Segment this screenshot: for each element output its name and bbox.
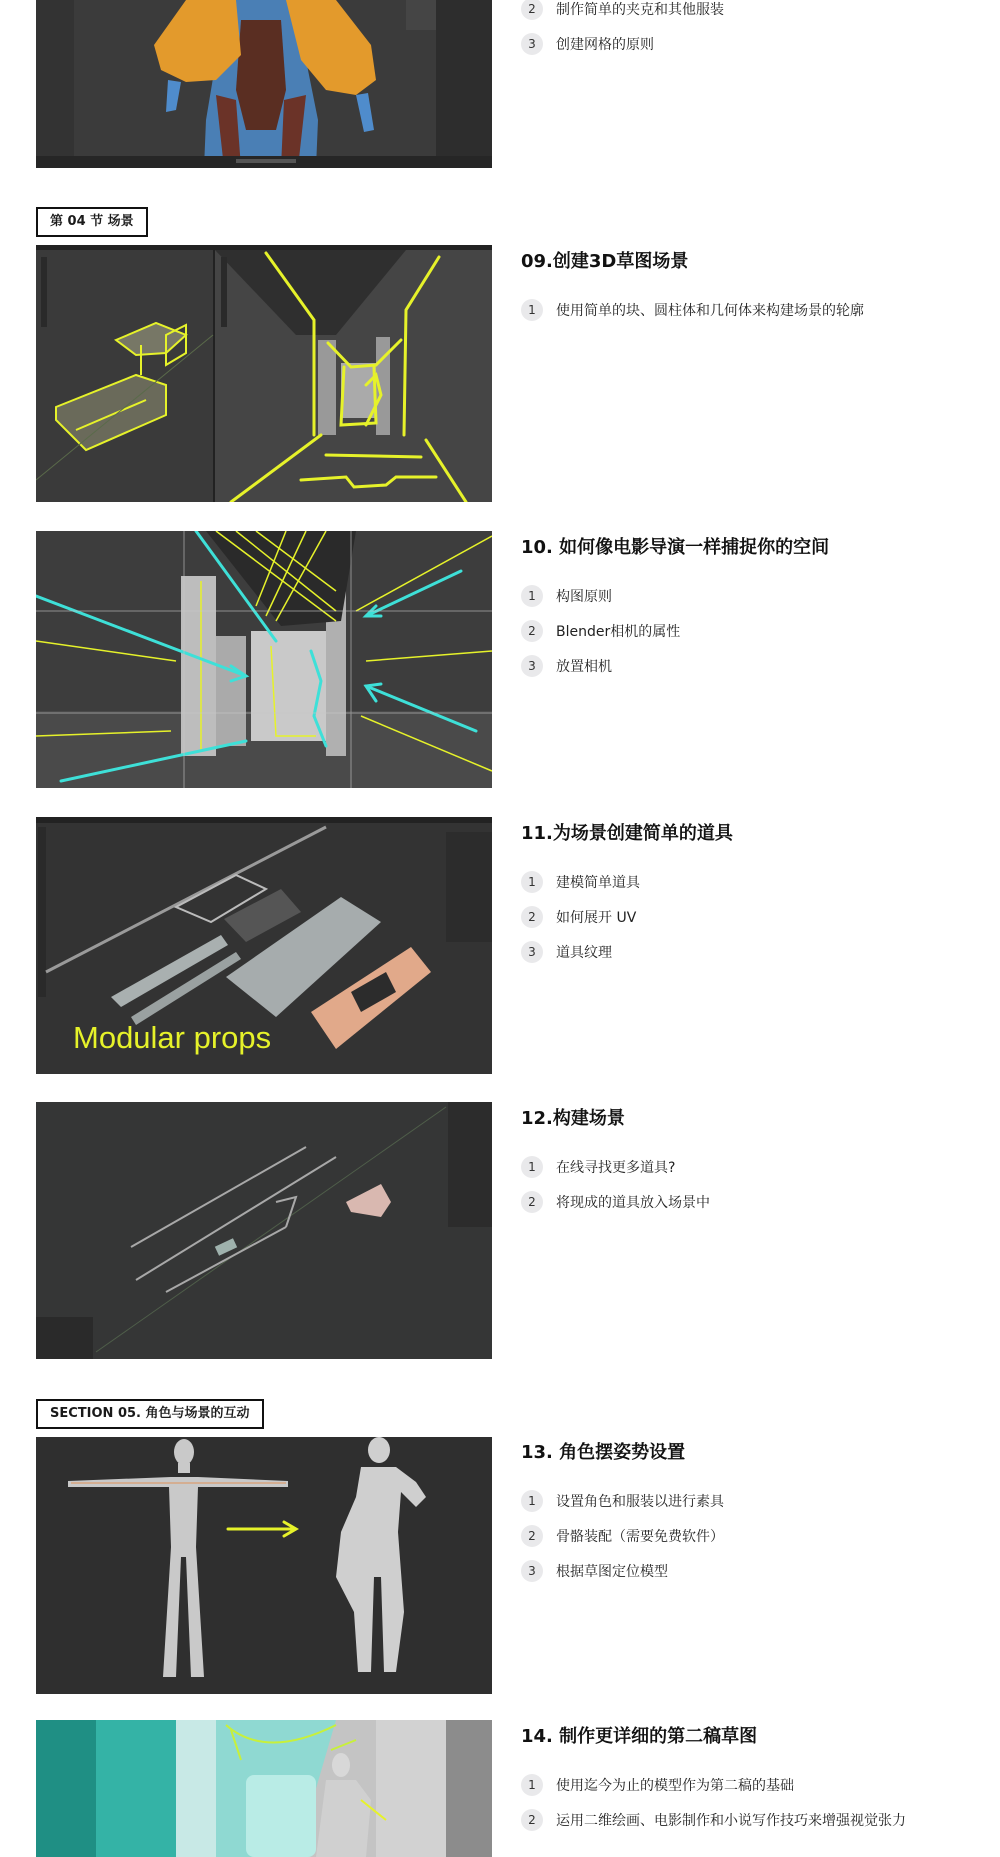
topic-number: 3: [521, 655, 543, 677]
lesson-thumbnail-build-scene: [36, 1102, 492, 1359]
topic-text: 设置角色和服装以进行素具: [556, 1493, 724, 1510]
section-header-04: 第 04 节 场景: [36, 207, 148, 237]
topic-text: 制作简单的夹克和其他服装: [556, 1, 724, 18]
topic-text: 运用二维绘画、电影制作和小说写作技巧来增强视觉张力: [556, 1812, 906, 1829]
topic-text: 使用迄今为止的模型作为第二稿的基础: [556, 1777, 794, 1794]
lesson-13: [521, 1441, 991, 1588]
topic-item: [521, 1483, 991, 1518]
topic-item: [521, 292, 991, 327]
topic-item: [521, 1518, 991, 1553]
topic-item: [521, 648, 991, 683]
topic-text: 构图原则: [556, 588, 612, 605]
topic-number: 3: [521, 941, 543, 963]
topic-item: [521, 899, 991, 934]
topic-text: 将现成的道具放入场景中: [556, 1194, 710, 1211]
lesson-08-tail: [521, 0, 991, 61]
topic-item: [521, 1802, 991, 1837]
lesson-12: [521, 1107, 991, 1219]
lesson-thumbnail-character-posing: [36, 1437, 492, 1694]
topic-item: [521, 0, 991, 26]
topic-text: 道具纹理: [556, 944, 612, 961]
lesson-09: [521, 250, 991, 327]
topic-number: 2: [521, 1525, 543, 1547]
topic-number: 2: [521, 906, 543, 928]
topic-text: 使用简单的块、圆柱体和几何体来构建场景的轮廓: [556, 302, 864, 319]
topic-item: [521, 1149, 991, 1184]
lesson-title: 10. 如何像电影导演一样捕捉你的空间: [521, 537, 830, 558]
topic-number: 1: [521, 871, 543, 893]
topic-item: [521, 613, 991, 648]
topic-text: 在线寻找更多道具?: [556, 1159, 676, 1176]
lesson-10: [521, 536, 991, 683]
section-header-05: SECTION 05. 角色与场景的互动: [36, 1399, 264, 1429]
topic-number: 2: [521, 1809, 543, 1831]
lesson-thumbnail-jacket: [36, 0, 492, 168]
lesson-title: 13. 角色摆姿势设置: [521, 1442, 686, 1463]
topic-number: 3: [521, 33, 543, 55]
lesson-thumbnail-3d-sketch: [36, 245, 492, 502]
topic-number: 1: [521, 1156, 543, 1178]
lesson-thumbnail-second-draft: [36, 1720, 492, 1857]
topic-item: [521, 1767, 991, 1802]
lesson-11: [521, 822, 991, 969]
lesson-title: 14. 制作更详细的第二稿草图: [521, 1726, 758, 1747]
topic-item: [521, 934, 991, 969]
topic-text: 放置相机: [556, 658, 612, 675]
topic-item: [521, 1553, 991, 1588]
topic-item: [521, 1184, 991, 1219]
topic-text: Blender相机的属性: [556, 623, 681, 640]
lesson-14: [521, 1725, 991, 1837]
topic-text: 骨骼装配（需要免费软件）: [556, 1528, 724, 1545]
topic-text: 创建网格的原则: [556, 36, 654, 53]
topic-number: 1: [521, 299, 543, 321]
topic-number: 3: [521, 1560, 543, 1582]
thumbnail-caption: Modular props: [73, 1020, 272, 1055]
topic-item: [521, 864, 991, 899]
topic-item: [521, 578, 991, 613]
lesson-title: 09.创建3D草图场景: [521, 251, 689, 272]
topic-number: 1: [521, 585, 543, 607]
topic-item: [521, 26, 991, 61]
topic-number: 1: [521, 1774, 543, 1796]
lesson-thumbnail-camera-composition: [36, 531, 492, 788]
topic-number: 2: [521, 1191, 543, 1213]
topic-text: 建模简单道具: [556, 874, 640, 891]
topic-text: 根据草图定位模型: [556, 1563, 668, 1580]
lesson-thumbnail-modular-props: [36, 817, 492, 1074]
topic-text: 如何展开 UV: [556, 909, 637, 926]
lesson-title: 11.为场景创建简单的道具: [521, 823, 733, 844]
topic-number: 2: [521, 0, 543, 20]
topic-number: 1: [521, 1490, 543, 1512]
lesson-title: 12.构建场景: [521, 1108, 625, 1129]
topic-number: 2: [521, 620, 543, 642]
